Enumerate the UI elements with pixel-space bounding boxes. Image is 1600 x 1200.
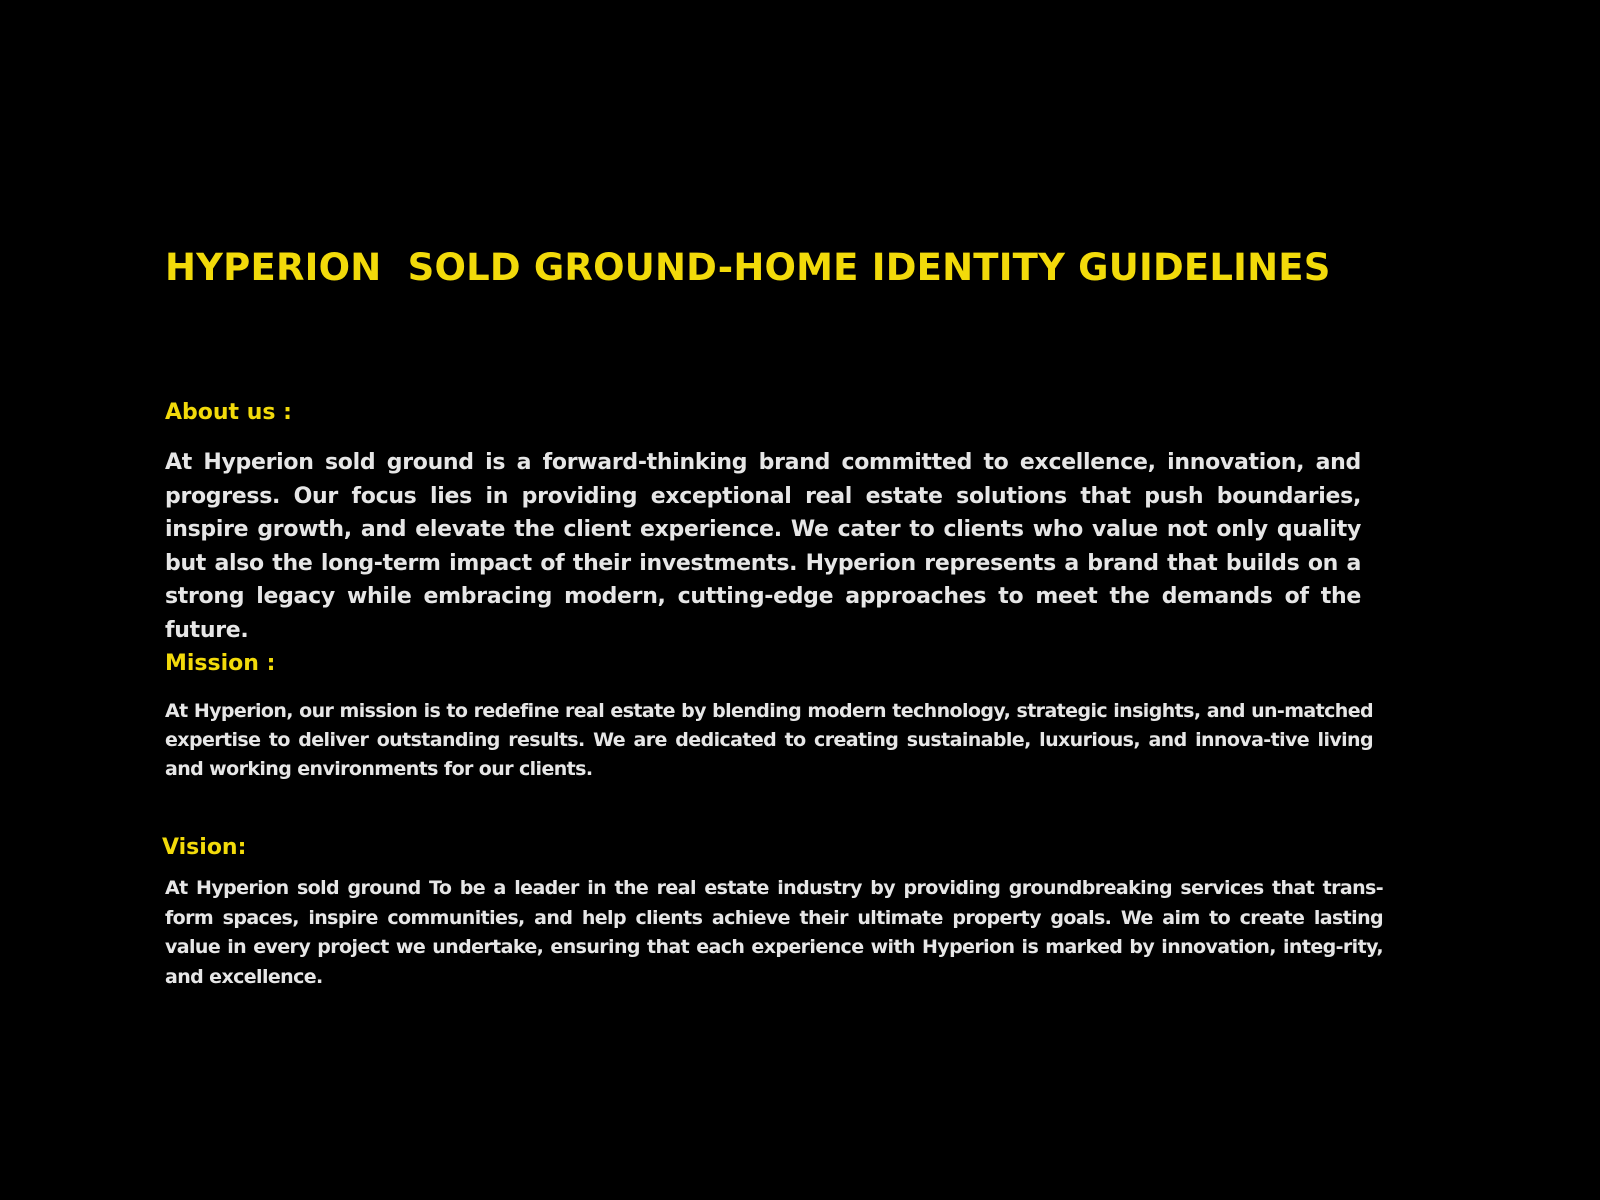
about-us-heading: About us :: [165, 400, 292, 425]
vision-heading: Vision:: [162, 835, 247, 860]
page-title: HYPERION SOLD GROUND-HOME IDENTITY GUIDELINES: [165, 246, 1331, 289]
mission-text: At Hyperion, our mission is to redefine real estate by blending modern technology, strategic insights, and un-matched expertise to deliver outstanding results. We are dedicated to creating sustainable, luxurious, and innova-tive living and working environments for our clients.: [165, 700, 1373, 780]
about-us-text: At Hyperion sold ground is a forward-thinking brand committed to excellence, innovation, and progress. Our focus lies in providing exceptional real estate solutions that push boundaries, inspire growth, and elevate the client experience. We cater to clients who value not only quality but also the long-term impact of their investments. Hyperion represents a brand that builds on a strong legacy while embracing modern, cutting-edge approaches to meet the demands of the future.: [165, 450, 1361, 643]
vision-text: At Hyperion sold ground To be a leader in the real estate industry by providing groundbreaking services that trans-form spaces, inspire communities, and help clients achieve their ultimate property goals. We aim to create lasting value in every project we undertake, ensuring that each experience with Hyperion is marked by innovation, integ-rity, and excellence.: [165, 877, 1383, 988]
mission-heading: Mission :: [165, 651, 276, 676]
